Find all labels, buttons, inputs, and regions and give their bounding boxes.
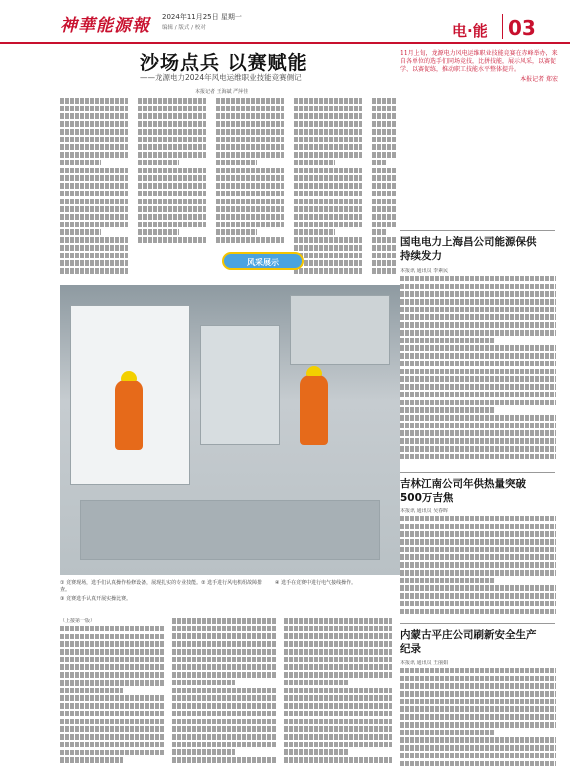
text-line bbox=[372, 113, 396, 119]
text-line bbox=[172, 649, 277, 655]
text-line bbox=[60, 742, 165, 748]
text-line bbox=[216, 214, 284, 220]
text-line bbox=[400, 547, 556, 553]
text-lines bbox=[372, 98, 396, 274]
text-lines bbox=[400, 276, 556, 459]
text-line bbox=[216, 113, 284, 119]
text-line bbox=[372, 214, 396, 220]
text-line bbox=[138, 229, 179, 235]
text-line bbox=[216, 121, 284, 127]
text-line bbox=[138, 168, 206, 174]
text-line bbox=[400, 554, 556, 560]
text-line bbox=[60, 199, 128, 205]
side-divider bbox=[400, 472, 555, 473]
text-line bbox=[172, 711, 277, 717]
text-line bbox=[138, 137, 206, 143]
text-line bbox=[60, 245, 128, 251]
text-line bbox=[294, 106, 362, 112]
text-line bbox=[172, 657, 277, 663]
text-lines bbox=[60, 98, 128, 274]
text-line bbox=[216, 237, 284, 243]
text-line bbox=[60, 175, 128, 181]
text-line bbox=[294, 152, 362, 158]
text-column-5 bbox=[372, 98, 396, 283]
text-line bbox=[60, 214, 128, 220]
text-line bbox=[60, 268, 128, 274]
text-line bbox=[60, 734, 165, 740]
text-line bbox=[60, 757, 123, 763]
subheadline: ——龙源电力2024年风电运维职业技能竞赛侧记 bbox=[140, 73, 302, 82]
text-line bbox=[372, 268, 396, 274]
text-line bbox=[60, 137, 128, 143]
text-lines bbox=[400, 516, 556, 614]
text-line bbox=[372, 191, 396, 197]
text-line bbox=[60, 626, 165, 632]
text-line bbox=[400, 392, 556, 398]
text-line bbox=[138, 106, 206, 112]
photo-caption-2: ③ 竞赛选手认真开展实操比赛。 bbox=[60, 596, 132, 602]
text-line bbox=[372, 144, 396, 150]
text-line bbox=[400, 531, 556, 537]
text-column-4 bbox=[294, 98, 362, 283]
text-line bbox=[294, 245, 362, 251]
text-line bbox=[400, 562, 556, 568]
text-line bbox=[284, 641, 392, 647]
text-line bbox=[400, 706, 556, 712]
text-lines bbox=[400, 668, 556, 766]
text-line bbox=[284, 703, 392, 709]
text-line bbox=[284, 688, 392, 694]
text-line bbox=[400, 683, 556, 689]
text-line bbox=[372, 129, 396, 135]
text-line bbox=[294, 175, 362, 181]
photo-hard-hat bbox=[306, 366, 322, 376]
photo-equipment bbox=[290, 295, 390, 365]
text-line bbox=[400, 745, 556, 751]
text-line bbox=[60, 703, 165, 709]
text-line bbox=[216, 129, 284, 135]
photo-worker bbox=[115, 380, 143, 450]
text-line bbox=[400, 438, 556, 444]
text-line bbox=[294, 199, 362, 205]
text-line bbox=[284, 626, 392, 632]
text-line bbox=[172, 757, 277, 763]
text-line bbox=[400, 737, 556, 743]
text-lines bbox=[284, 618, 392, 763]
text-line bbox=[372, 137, 396, 143]
text-line bbox=[60, 121, 128, 127]
text-line bbox=[294, 260, 362, 266]
text-line bbox=[284, 749, 349, 755]
text-line bbox=[400, 284, 556, 290]
text-line bbox=[284, 719, 392, 725]
text-line bbox=[294, 206, 362, 212]
text-column-lower-3 bbox=[284, 618, 392, 770]
text-line bbox=[400, 601, 556, 607]
text-line bbox=[400, 291, 556, 297]
photo-worker bbox=[300, 375, 328, 445]
text-line bbox=[216, 222, 284, 228]
text-column-1 bbox=[60, 98, 128, 283]
text-line bbox=[216, 183, 284, 189]
side-article-3 bbox=[400, 660, 556, 770]
text-line bbox=[60, 129, 128, 135]
text-line bbox=[216, 229, 257, 235]
text-line bbox=[138, 237, 206, 243]
text-line bbox=[138, 222, 206, 228]
side-article-title-2: 吉林江南公司年供热量突破500万吉焦 bbox=[400, 478, 526, 504]
photo-caption-3: ④ 选手在竞赛中进行电气接线操作。 bbox=[275, 580, 357, 586]
lede-byline: 本报记者 郑宏 bbox=[520, 76, 558, 83]
text-line bbox=[400, 314, 556, 320]
side-article-title-3: 内蒙古平庄公司刷新安全生产纪录 bbox=[400, 629, 537, 655]
side-article-2 bbox=[400, 508, 556, 618]
text-column-3 bbox=[216, 98, 284, 248]
text-line bbox=[294, 222, 362, 228]
text-line bbox=[400, 668, 556, 674]
text-line bbox=[400, 338, 494, 344]
text-line bbox=[172, 633, 277, 639]
text-line bbox=[372, 260, 396, 266]
text-line bbox=[216, 152, 284, 158]
text-line bbox=[284, 672, 392, 678]
text-line bbox=[60, 253, 128, 259]
lede-text: 11月上旬，龙源电力风电运维职业技能竞赛在赤峰举办，来自各单位的选手们同场竞技，比拼技能，展示风采，以赛促学、以赛促练，推动职工技能水平整体提升。 bbox=[400, 50, 558, 73]
newspaper-logo: 神華能源報 bbox=[60, 16, 150, 36]
text-line bbox=[400, 722, 556, 728]
text-line bbox=[60, 229, 101, 235]
text-line bbox=[400, 730, 494, 736]
text-line bbox=[60, 168, 128, 174]
text-lines bbox=[294, 98, 362, 274]
text-line bbox=[60, 649, 165, 655]
byline: 本报记者 王海斌 严萍佳 bbox=[195, 89, 249, 95]
text-line bbox=[372, 253, 396, 259]
text-line bbox=[284, 695, 392, 701]
continued-label: （上接第一版） bbox=[60, 618, 96, 624]
text-line bbox=[172, 680, 235, 686]
text-line bbox=[216, 175, 284, 181]
text-line bbox=[400, 345, 556, 351]
side-divider bbox=[400, 623, 555, 624]
text-line bbox=[284, 734, 392, 740]
text-line bbox=[400, 322, 556, 328]
text-line bbox=[400, 761, 556, 767]
text-line bbox=[284, 742, 392, 748]
text-line bbox=[60, 152, 128, 158]
text-line bbox=[372, 175, 396, 181]
text-line bbox=[400, 753, 556, 759]
text-line bbox=[284, 726, 392, 732]
text-line bbox=[400, 307, 556, 313]
text-line bbox=[294, 237, 362, 243]
text-line bbox=[138, 191, 206, 197]
editor-line: 编辑 / 版式 / 校对 bbox=[162, 25, 206, 31]
text-line bbox=[138, 98, 206, 104]
photo-caption-1: ① 竞赛现场，选手们认真操作检修设备，展现扎实的专业技能。② 选手进行风电机组故障排查。 bbox=[60, 580, 263, 593]
text-line bbox=[400, 454, 556, 460]
text-line bbox=[400, 330, 556, 336]
text-line bbox=[216, 168, 284, 174]
text-line bbox=[172, 664, 277, 670]
text-line bbox=[372, 160, 386, 166]
text-line bbox=[172, 703, 277, 709]
text-line bbox=[294, 160, 335, 166]
text-lines bbox=[138, 98, 206, 243]
text-line bbox=[216, 144, 284, 150]
text-line bbox=[172, 749, 235, 755]
text-line bbox=[400, 714, 556, 720]
text-line bbox=[60, 750, 165, 756]
text-line bbox=[60, 160, 101, 166]
text-line bbox=[138, 144, 206, 150]
text-column-lower-2 bbox=[172, 618, 277, 770]
text-line bbox=[60, 641, 165, 647]
text-line bbox=[400, 699, 556, 705]
text-column-lower-1 bbox=[60, 618, 165, 770]
text-line bbox=[400, 423, 556, 429]
photo-equipment bbox=[80, 500, 380, 560]
page-number: 03 bbox=[508, 16, 536, 40]
text-line bbox=[138, 160, 179, 166]
lede-box bbox=[400, 50, 558, 84]
text-line bbox=[60, 237, 128, 243]
side-article-1 bbox=[400, 268, 556, 468]
text-line bbox=[294, 229, 335, 235]
text-line bbox=[60, 183, 128, 189]
text-line bbox=[138, 175, 206, 181]
text-line bbox=[294, 183, 362, 189]
text-line bbox=[400, 578, 494, 584]
text-line bbox=[400, 384, 556, 390]
text-line bbox=[400, 691, 556, 697]
text-line bbox=[294, 253, 362, 259]
text-line bbox=[284, 711, 392, 717]
text-line bbox=[294, 144, 362, 150]
text-line bbox=[60, 634, 165, 640]
side-article-title-1: 国电电力上海昌公司能源保供持续发力 bbox=[400, 236, 537, 262]
text-line bbox=[372, 199, 396, 205]
text-line bbox=[372, 237, 396, 243]
text-line bbox=[138, 199, 206, 205]
text-line bbox=[294, 113, 362, 119]
text-column-2 bbox=[138, 98, 206, 248]
text-line bbox=[60, 260, 128, 266]
text-line bbox=[400, 446, 556, 452]
text-line bbox=[294, 137, 362, 143]
side-byline-3: 本报讯 通讯员 王丽娟 bbox=[400, 660, 449, 666]
text-line bbox=[60, 191, 128, 197]
text-line bbox=[400, 376, 556, 382]
text-line bbox=[216, 106, 284, 112]
text-line bbox=[138, 113, 206, 119]
text-line bbox=[172, 742, 277, 748]
text-line bbox=[372, 183, 396, 189]
text-line bbox=[172, 734, 277, 740]
text-line bbox=[400, 539, 556, 545]
text-line bbox=[60, 688, 123, 694]
text-line bbox=[400, 524, 556, 530]
text-line bbox=[172, 672, 277, 678]
text-line bbox=[372, 152, 396, 158]
text-lines bbox=[216, 98, 284, 243]
text-line bbox=[138, 214, 206, 220]
text-line bbox=[60, 719, 165, 725]
text-line bbox=[172, 719, 277, 725]
text-line bbox=[372, 229, 386, 235]
text-lines bbox=[172, 618, 277, 763]
text-line bbox=[60, 657, 165, 663]
text-line bbox=[400, 361, 556, 367]
text-line bbox=[400, 585, 556, 591]
text-line bbox=[400, 407, 494, 413]
text-line bbox=[372, 121, 396, 127]
text-line bbox=[60, 680, 165, 686]
text-line bbox=[216, 206, 284, 212]
text-line bbox=[216, 137, 284, 143]
text-line bbox=[400, 516, 556, 522]
text-line bbox=[284, 618, 392, 624]
text-line bbox=[60, 695, 165, 701]
text-line bbox=[172, 688, 277, 694]
text-lines bbox=[60, 626, 165, 763]
text-line bbox=[372, 206, 396, 212]
text-line bbox=[138, 183, 206, 189]
text-line bbox=[60, 98, 128, 104]
text-line bbox=[216, 160, 257, 166]
text-line bbox=[216, 191, 284, 197]
text-line bbox=[400, 415, 556, 421]
text-line bbox=[400, 299, 556, 305]
text-line bbox=[60, 711, 165, 717]
text-line bbox=[60, 206, 128, 212]
text-line bbox=[216, 199, 284, 205]
text-line bbox=[284, 657, 392, 663]
text-line bbox=[400, 609, 556, 615]
section-name: 电·能 bbox=[452, 22, 488, 40]
text-line bbox=[138, 121, 206, 127]
side-divider bbox=[400, 230, 555, 231]
masthead bbox=[0, 0, 570, 44]
text-line bbox=[372, 245, 396, 251]
text-line bbox=[60, 113, 128, 119]
text-line bbox=[400, 400, 556, 406]
text-line bbox=[172, 695, 277, 701]
text-line bbox=[284, 757, 392, 763]
text-line bbox=[294, 121, 362, 127]
text-line bbox=[172, 626, 277, 632]
text-line bbox=[284, 633, 392, 639]
text-line bbox=[138, 129, 206, 135]
text-line bbox=[284, 649, 392, 655]
text-line bbox=[294, 129, 362, 135]
photo-hard-hat bbox=[121, 371, 137, 381]
text-line bbox=[400, 593, 556, 599]
text-line bbox=[400, 430, 556, 436]
text-line bbox=[372, 222, 396, 228]
text-line bbox=[138, 206, 206, 212]
text-line bbox=[138, 152, 206, 158]
text-line bbox=[294, 214, 362, 220]
text-line bbox=[294, 168, 362, 174]
text-line bbox=[372, 98, 396, 104]
feature-photo bbox=[60, 285, 400, 575]
photo-badge: 风采展示 bbox=[222, 252, 304, 270]
side-byline-1: 本报讯 通讯员 李素民 bbox=[400, 268, 449, 274]
text-line bbox=[294, 191, 362, 197]
photo-control-panel bbox=[200, 325, 280, 445]
text-line bbox=[372, 106, 396, 112]
text-line bbox=[400, 676, 556, 682]
publication-date: 2024年11月25日 星期一 bbox=[162, 13, 242, 21]
text-line bbox=[60, 726, 165, 732]
text-line bbox=[400, 570, 556, 576]
text-line bbox=[60, 106, 128, 112]
text-line bbox=[294, 268, 362, 274]
text-line bbox=[60, 144, 128, 150]
text-line bbox=[172, 618, 277, 624]
text-line bbox=[400, 276, 556, 282]
headline: 沙场点兵 以赛赋能 bbox=[140, 52, 308, 74]
text-line bbox=[60, 672, 165, 678]
text-line bbox=[172, 726, 277, 732]
text-line bbox=[372, 168, 396, 174]
text-line bbox=[216, 98, 284, 104]
text-line bbox=[60, 222, 128, 228]
text-line bbox=[400, 369, 556, 375]
text-line bbox=[284, 664, 392, 670]
text-line bbox=[400, 353, 556, 359]
text-line bbox=[172, 641, 277, 647]
text-line bbox=[294, 98, 362, 104]
text-line bbox=[284, 680, 349, 686]
side-byline-2: 本报讯 通讯员 吴春晖 bbox=[400, 508, 449, 514]
text-line bbox=[60, 664, 165, 670]
